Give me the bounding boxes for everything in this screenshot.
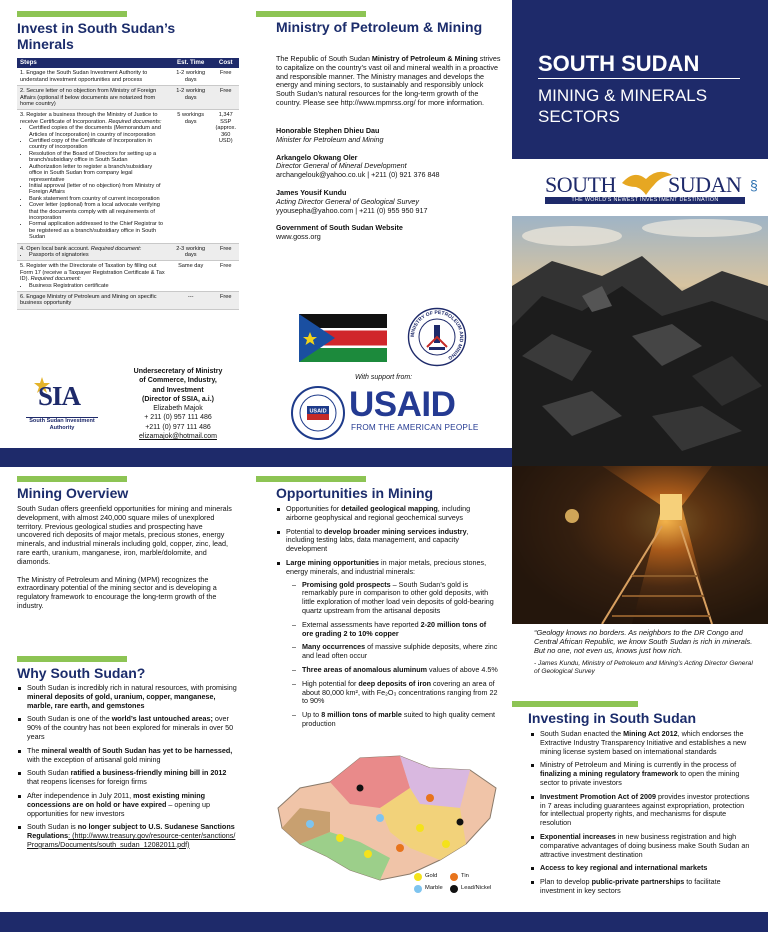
list-item: • Passports of signatories	[29, 252, 166, 258]
cover-title: SOUTH SUDAN	[538, 51, 700, 76]
list-item: • Authorization letter to register a branch/subsidiary office in South Sudan from company legal representative	[29, 164, 166, 183]
list-item: – Three areas of anomalous aluminum values of above 4.5%	[292, 666, 498, 675]
divider-band	[0, 448, 512, 467]
footer-band	[0, 912, 768, 932]
usaid-seal-icon	[291, 386, 345, 440]
column-header-time: Est. Time	[169, 58, 213, 68]
step-time: 5 workings days	[169, 110, 213, 243]
coal-photo	[512, 216, 768, 466]
opportunities-list	[276, 505, 498, 734]
list-item: – Many occurrences of massive sulphide deposits, where zinc and lead often occur	[292, 643, 498, 661]
section-accent-bar	[512, 701, 638, 707]
list-item: Investment Promotion Act of 2009 provides investor protections in 7 areas including guarantees against expropriation, protection for intellectual property rights, and mechanisms for dispute resolution	[530, 793, 754, 828]
section-accent-bar	[17, 476, 127, 482]
step-cost: 1,347 SSP (approx. 360 USD)	[212, 110, 239, 243]
cover-divider	[538, 78, 740, 79]
ministry-intro: The Republic of South Sudan Ministry of Petroleum & Mining strives to capitalize on the country’s vast oil and mineral wealth in a proactive and responsible manner. The Ministry manages and develops the energy and mining sectors, to sustainably and responsibly unlock South Sudan’s natural resources for the long-term growth of the country. Please see http://www.mpmrss.org/ for more information.	[276, 54, 501, 107]
gold-legend-icon	[414, 873, 422, 881]
list-item: • Cover letter (optional) from a local advocate verifying that the documents comply with all requirements of incorporation	[29, 202, 166, 221]
step-text: 1. Engage the South Sudan Investment Authority to understand investment opportunities and process	[17, 68, 169, 85]
step-time: ---	[169, 292, 213, 310]
tin-legend-icon	[450, 873, 458, 881]
list-item: South Sudan is no longer subject to U.S. Sudanese Sanctions Regulations: (http://www.treasury.gov/resource-center/sanctions/Programs/Documents/south_sudan_12082011.pdf)	[17, 823, 239, 849]
invest-title: Invest in South Sudan’s Minerals	[17, 20, 176, 52]
south-sudan-map-icon	[270, 748, 506, 898]
table-row	[17, 261, 239, 292]
table-header-row	[17, 58, 239, 68]
table-row	[17, 292, 239, 310]
list-item: • Certified copies of the documents (Memorandum and Articles of Incorporation) in country of incorporation	[29, 125, 166, 138]
eagle-icon	[620, 165, 674, 197]
cover-banner	[512, 0, 768, 159]
step-cost: Free	[212, 261, 239, 292]
why-title: Why South Sudan?	[17, 665, 146, 681]
south-sudan-flag-icon	[299, 314, 387, 362]
marble-legend-icon	[414, 885, 422, 893]
table-row	[17, 110, 239, 243]
step-cost: Free	[212, 68, 239, 85]
required-documents-list	[20, 125, 166, 240]
step-time: Same day	[169, 261, 213, 292]
section-accent-bar	[17, 11, 127, 17]
table-row	[17, 86, 239, 110]
step-text: 6. Engage Ministry of Petroleum and Mining on specific business opportunity	[17, 292, 169, 310]
legend-item: Gold	[414, 871, 437, 882]
list-item: – External assessments have reported 2-20 million tons of ore grading 2 to 10% copper	[292, 621, 498, 639]
list-item: South Sudan ratified a business-friendly mining bill in 2012 that reopens licenses for foreign firms	[17, 769, 239, 787]
opportunities-title: Opportunities in Mining	[276, 485, 434, 501]
opportunities-sublist	[286, 581, 498, 729]
ssia-logo: SIA South Sudan Investment Authority	[26, 375, 98, 437]
list-item: • Certified copy of the Certificate of Incorporation in country of incorporation	[29, 138, 166, 151]
ministry-title: Ministry of Petroleum & Mining	[276, 19, 483, 35]
email-link[interactable]: archangelouk@yahoo.co.uk	[276, 170, 366, 180]
investing-list	[530, 730, 754, 901]
legend-item: Marble	[414, 883, 443, 894]
legend-item: Tin	[450, 871, 469, 882]
list-item: Exponential increases in new business registration and high comparative advantages of doing business make South Sudan an attractive investment destination	[530, 833, 754, 859]
mine-tunnel-photo	[512, 466, 768, 624]
quote-block: “Geology knows no borders. As neighbors to the DR Congo and Central African Republic, we know South Sudan is rich in minerals. But no one, not even us, knows just how rich. - James Kundu, Ministry of Petroleum and Mining’s Acting Director General of Geological Survey	[534, 628, 753, 675]
treasury-link[interactable]: : (http://www.treasury.gov/resource-center/sanctions/Programs/Documents/south_sudan_12082011.pdf)	[27, 831, 236, 849]
list-item: Large mining opportunities in major metals, precious stones, energy minerals, and industrial minerals: – Promising gold prospects – South Sudan’s gold is remarkably pure in comparison to other gold deposits, with little exploration of mother load vein deposits of gold-bearing quartz upstream from the artisanal deposits – External assessments have reported 2-20 million tons of ore grading 2 to 10% copper – Many occurrences of massive sulphide deposits, where zinc and lead often occur – Three areas of anomalous aluminum values of above 4.5% – High potential for deep deposits of iron covering an area of about 80,000 km², with Fe₂O₃ concentrations ranging from 22 to 90% – Up to 8 million tons of marble suited to high quality cement production	[276, 559, 498, 729]
why-list	[17, 684, 239, 855]
contact-block: Arkangelo Okwang Oler Director General of Mineral Development archangelouk@yahoo.co.uk | +211 (0) 921 376 848	[276, 152, 440, 180]
step-text: 2. Secure letter of no objection from Ministry of Foreign Affairs (optional if below documents are notarized from home country)	[17, 86, 169, 110]
usaid-wordmark: USAID	[349, 385, 456, 424]
list-item: – High potential for deep deposits of iron covering an area of about 80,000 km², with Fe₂O₃ concentrations ranging from 22 to 90%	[292, 680, 498, 706]
list-item: Plan to develop public-private partnerships to facilitate investment in key sectors	[530, 878, 754, 896]
cover-subtitle: MINING & MINERALS SECTORS	[538, 86, 708, 126]
svg-text:MINISTRY OF PETROLEUM AND MINI: MINISTRY OF PETROLEUM AND MINING	[409, 309, 465, 361]
list-item: South Sudan is incredibly rich in natural resources, with promising mineral deposits of gold, uranium, copper, manganese, marble, rare earth, and gemstones	[17, 684, 239, 710]
ministry-seal-icon	[407, 307, 467, 367]
mineral-map	[270, 748, 506, 898]
contact-block: James Yousif Kundu Acting Director General of Geological Survey yyousepha@yahoo.com | +211 (0) 955 950 917	[276, 187, 428, 215]
list-item: Access to key regional and international markets	[530, 864, 754, 873]
ssia-contact: Undersecretary of Ministry of Commerce, Industry, and Investment (Director of SSIA, a.i.) Elizabeth Majok + 211 (0) 957 111 486 +211 (0) 977 111 486 elizamajok@hotmail.com	[104, 367, 252, 441]
list-item: Opportunities for detailed geological mapping, including airborne geophysical and regional geochemical surveys	[276, 505, 498, 523]
svg-text:USAID: USAID	[309, 408, 327, 415]
list-item: Potential to develop broader mining services industry, including testing labs, data management, and capacity development	[276, 528, 498, 554]
table-row	[17, 68, 239, 85]
step-time: 2-3 working days	[169, 243, 213, 261]
section-accent-bar	[256, 476, 366, 482]
step-cost: Free	[212, 86, 239, 110]
step-cost: Free	[212, 292, 239, 310]
step-text: 3. Register a business through the Ministry of Justice to receive Certificate of Incorporation. Required documents: • Certified copies of the documents (Memorandum and Articles of Incorporation) in country of incorporation • Certified copy of the Certificate of Incorporation in country of incorporation • Resolution of the Board of Directors for setting up a branch/subsidiary office in South Sudan • Authorization letter to register a branch/subsidiary office in South Sudan from company legal representative • Initial approval (letter of no objection) from Ministry of Foreign Affairs • Bank statement from country of current incorporation • Cover letter (optional) from a local advocate verifying that the documents comply with all requirements of incorporation • Formal application addressed to the Chief Registrar to be registered as a branch/subsidiary office in South Sudan	[17, 110, 169, 243]
lead-nickel-legend-icon	[450, 885, 458, 893]
list-item: • Business Registration certificate	[29, 283, 166, 289]
step-time: 1-2 working days	[169, 86, 213, 110]
goss-website-link[interactable]: www.goss.org	[276, 232, 321, 242]
section-accent-bar	[256, 11, 366, 17]
list-item: – Up to 8 million tons of marble suited to high quality cement production	[292, 711, 498, 729]
list-item: South Sudan enacted the Mining Act 2012, which endorses the Extractive Industry Transparency Initiative and establishes a new mining license system based on international standards	[530, 730, 754, 756]
list-item: • Initial approval (letter of no objection) from Ministry of Foreign Affairs	[29, 183, 166, 196]
column-header-cost: Cost	[212, 58, 239, 68]
list-item: • Formal application addressed to the Chief Registrar to be registered as a branch/subsidiary office in South Sudan	[29, 221, 166, 240]
brand-logo: SOUTH SUDAN § THE WORLD'S NEWEST INVESTMENT DESTINATION	[512, 159, 768, 216]
list-item: • Resolution of the Board of Directors for setting up a branch/subsidiary office in South Sudan	[29, 151, 166, 164]
step-cost: Free	[212, 243, 239, 261]
overview-body: South Sudan offers greenfield opportunities for mining and minerals development, with almost 240,000 square miles of unexplored territory. Previous geological studies and prospecting have uncovered rich deposits of major metals, precious stones, energy minerals, and industrial minerals including gold, copper, zinc, lead, rare earth, uranium, manganese, iron, marble/dolomite, and diamonds. The Ministry of Petroleum and Mining (MPM) recognizes the extraordinary potential of the mining sector and is developing a regulatory framework to encourage the long-term growth of the industry.	[17, 504, 232, 610]
email-link[interactable]: yyousepha@yahoo.com	[276, 205, 354, 215]
contact-block: Honorable Stephen Dhieu Dau Minister for Petroleum and Mining	[276, 126, 384, 144]
list-item: • Bank statement from country of current incorporation	[29, 196, 166, 202]
usaid-tagline: FROM THE AMERICAN PEOPLE	[351, 423, 479, 432]
contact-block: Government of South Sudan Website www.goss.org	[276, 223, 403, 242]
section-accent-bar	[17, 656, 127, 662]
step-time: 1-2 working days	[169, 68, 213, 85]
investing-title: Investing in South Sudan	[528, 710, 696, 726]
list-item: South Sudan is one of the world’s last untouched areas; over 90% of the country has not been explored for minerals in over 50 years	[17, 715, 239, 741]
step-text: 5. Register with the Directorate of Taxation by filling out Form 17 (receive a Taxpayer Registration Certificate & Tax ID). Required document: • Business Registration certificate	[17, 261, 169, 292]
brand-swoosh-icon: §	[750, 177, 758, 193]
overview-title: Mining Overview	[17, 485, 129, 501]
ssia-email-link[interactable]: elizamajok@hotmail.com	[139, 433, 217, 441]
step-text: 4. Open local bank account. Required document: • Passports of signatories	[17, 243, 169, 261]
support-label: With support from:	[355, 374, 413, 381]
list-item: After independence in July 2011, most existing mining concessions are on hold or have expired – opening up opportunities for new investors	[17, 792, 239, 818]
column-header-steps: Steps	[17, 58, 169, 68]
list-item: – Promising gold prospects – South Sudan’s gold is remarkably pure in comparison to other gold deposits, with little exploration of mother load vein deposits of gold-bearing quartz upstream from the artisanal deposits	[292, 581, 498, 616]
list-item: Ministry of Petroleum and Mining is currently in the process of finalizing a mining regulatory framework to open the mining sector to private investors	[530, 761, 754, 787]
list-item: The mineral wealth of South Sudan has yet to be harnessed, with the exception of artisanal gold mining	[17, 747, 239, 765]
ministry-website-link[interactable]: http://www.mpmrss.org/	[340, 97, 416, 107]
table-row	[17, 243, 239, 261]
steps-table	[17, 58, 239, 310]
legend-item: Lead/Nickel	[450, 883, 491, 894]
ministry-contacts	[276, 127, 502, 242]
